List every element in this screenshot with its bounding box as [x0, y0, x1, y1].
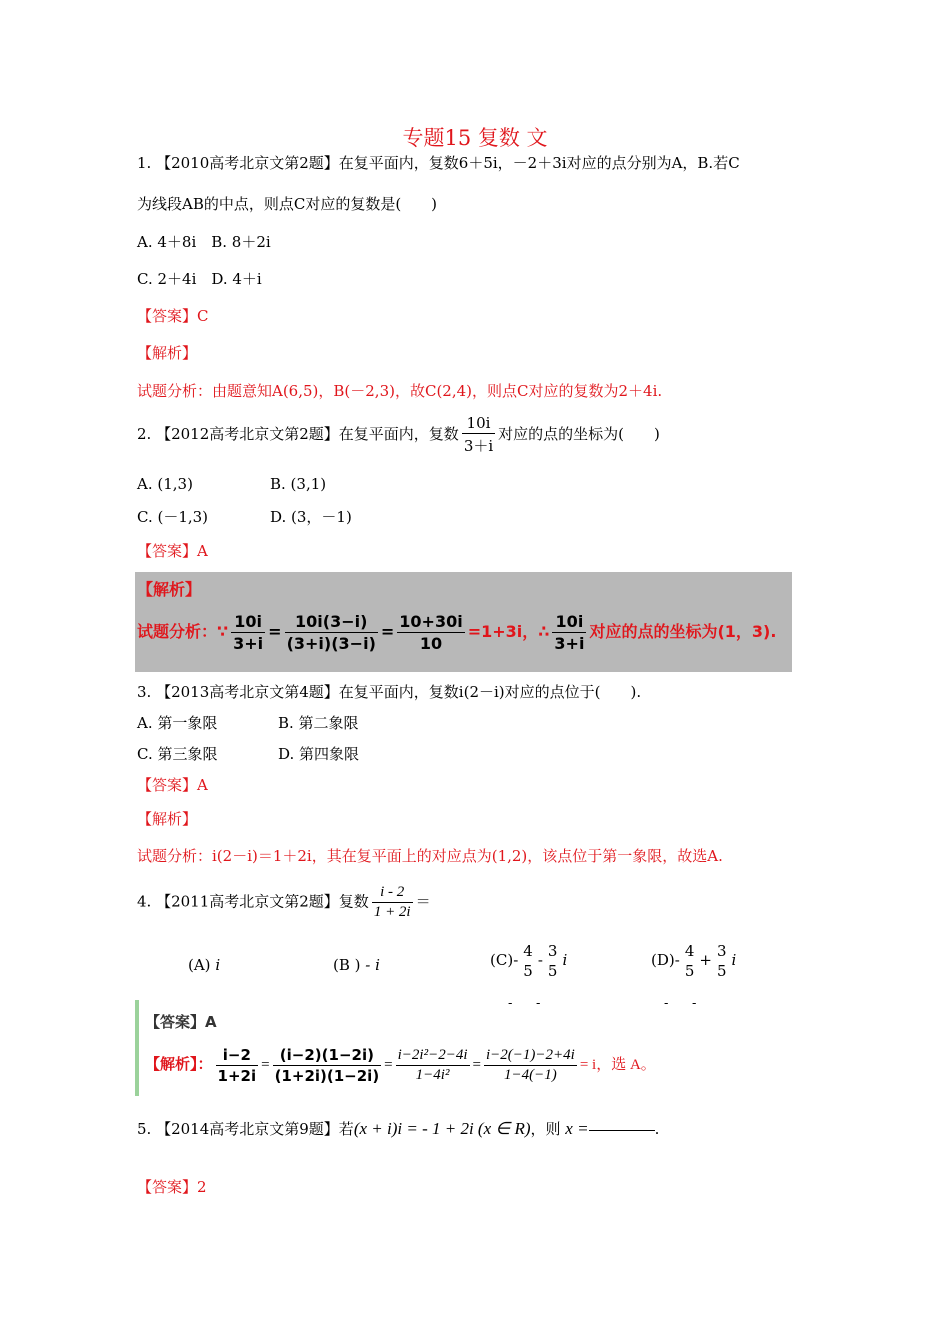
q2-stem-prefix: 2. 【2012高考北京文第2题】在复平面内，复数 — [137, 425, 459, 443]
q2-sol-frac-3-num: 10+30i — [399, 612, 463, 631]
q4-sol-frac-1 — [216, 1046, 259, 1085]
q5-stem-mid: ，则 — [530, 1120, 561, 1138]
q4-option-d-label: (D) — [651, 951, 675, 969]
q3-option-a: A. 第一象限 — [137, 714, 218, 732]
q4-option-c-label: (C) — [490, 951, 514, 969]
q4-option-a-value: i — [215, 956, 221, 974]
q4-option-c-frac-2-den: 5 — [547, 962, 558, 980]
q4-option-d-frac-2 — [715, 942, 729, 980]
q2-sol-frac-3-den: 10 — [419, 634, 443, 653]
q4-option-c-frac-2 — [546, 942, 560, 980]
q3-answer: 【答案】A — [137, 776, 208, 794]
q4-minus-mark-d1: - — [664, 996, 669, 1011]
q2-option-d: D. (3，－1) — [270, 508, 352, 526]
q4-sol-frac-4-num: i−2(−1)−2+4i — [484, 1047, 577, 1066]
q3-option-c: C. 第三象限 — [137, 745, 218, 763]
page-title: 专题15 复数 文 — [402, 126, 548, 150]
q2-option-b: B. (3,1) — [270, 475, 327, 493]
q4-sol-frac-2 — [273, 1046, 382, 1085]
q4-minus-mark-c1: - — [508, 996, 513, 1011]
q4-option-c — [490, 942, 567, 980]
q4-sol-frac-3-den: 1−4i² — [415, 1067, 450, 1083]
q4-sol-frac-1-den: 1+2i — [217, 1067, 257, 1085]
q4-fraction — [372, 884, 413, 921]
q5-equation: (x + i)i = - 1 + 2i (x ∈ R) — [353, 1119, 531, 1138]
q2-sol-frac-1-num: 10i — [231, 612, 265, 633]
q4-option-b-label: (B ) — [333, 956, 361, 974]
q4-analysis-label: 【解析】： — [145, 1054, 213, 1073]
q2-stem — [137, 414, 660, 456]
q2-sol-frac-1-den: 3+i — [233, 634, 264, 653]
q4-option-b-value: - i — [365, 956, 380, 974]
q2-sol-frac-2 — [285, 612, 378, 653]
q3-option-b: B. 第二象限 — [278, 714, 359, 732]
q1-analysis-label: 【解析】 — [137, 344, 198, 362]
q4-solution-accent-bar — [135, 1000, 139, 1096]
q4-stem — [137, 884, 431, 921]
q3-stem: 3. 【2013高考北京文第4题】在复平面内，复数i(2－i)对应的点位于( ). — [137, 683, 642, 701]
q4-option-c-frac-2-num: 3 — [547, 942, 558, 960]
q1-options-cd: C. 2＋4i D. 4＋i — [137, 270, 262, 288]
q4-frac-den: 1 + 2i — [373, 904, 411, 920]
q4-option-d-i: i — [731, 951, 737, 969]
q4-option-d — [651, 942, 736, 980]
q2-frac-num: 10i — [462, 414, 495, 434]
q2-sol-suffix: 对应的点的坐标为(1，3). — [589, 622, 777, 641]
q1-stem-line1: 1. 【2010高考北京文第2题】在复平面内，复数6＋5i，－2＋3i对应的点分别为A，B.若C — [137, 154, 740, 172]
q4-sol-frac-3-num: i−2i²−2−4i — [396, 1047, 470, 1066]
q4-option-c-minus-1: - — [513, 951, 519, 969]
q2-fraction — [462, 414, 495, 456]
q2-option-a: A. (1,3) — [137, 475, 193, 493]
q4-option-c-i: i — [562, 951, 568, 969]
q4-option-c-frac-1 — [521, 942, 535, 980]
q4-solution: 【解析】： $\frac{i-2}{1+2i}$ = $\frac{(i-2)(1-2i)}{(1+2i)(1-2i)}$ = $\frac{\text{i−2i²−2−4i}}{\text{1−4i²}}$ = $\frac{i-2(-1)-2+4i}{1-4(-1)}$ = i，选 A。 — [145, 1046, 656, 1085]
q4-sol-end: = i，选 A。 — [579, 1056, 656, 1073]
q2-sol-frac-4-den: 3+i — [554, 634, 585, 653]
q4-option-d-minus: - — [674, 951, 680, 969]
q2-solution: 试题分析：∵ $\frac{10i}{3+i}$ = $\frac{10i(3-i)}{(3+i)(3-i)}$ = $\frac{10+30i}{10}$ =1+3i，∴ $\frac{10i}{3+i}$ 对应的点的坐标为(1，3). — [137, 612, 777, 653]
q2-sol-prefix: 试题分析：∵ — [137, 622, 229, 641]
q2-sol-frac-2-num: 10i(3−i) — [285, 612, 378, 633]
q4-sol-frac-2-den: (1+2i)(1−2i) — [274, 1067, 380, 1085]
q4-minus-mark-c2: - — [536, 996, 541, 1011]
q2-sol-frac-1 — [231, 612, 265, 653]
q4-option-c-frac-1-den: 5 — [523, 962, 533, 980]
q4-option-b — [333, 956, 380, 974]
q4-sol-frac-2-num: (i−2)(1−2i) — [273, 1046, 382, 1066]
q2-sol-frac-2-den: (3+i)(3−i) — [286, 634, 376, 653]
q4-option-c-minus-2: - — [537, 951, 543, 969]
q4-option-c-frac-1-num: 4 — [523, 942, 533, 960]
q2-sol-frac-4 — [552, 612, 586, 653]
q4-sol-frac-1-num: i−2 — [216, 1046, 259, 1066]
q4-sol-frac-4-den: 1−4(−1) — [504, 1067, 557, 1083]
q1-answer: 【答案】C — [137, 307, 209, 325]
q2-option-c: C. (－1,3) — [137, 508, 209, 526]
q4-minus-mark-d2: - — [692, 996, 697, 1011]
q4-answer: 【答案】A — [145, 1013, 217, 1031]
q1-options-ab: A. 4＋8i B. 8＋2i — [137, 233, 271, 251]
q4-sol-frac-4 — [484, 1047, 577, 1084]
q3-analysis-detail: 试题分析：i(2－i)＝1＋2i，其在复平面上的对应点为(1,2)，该点位于第一象限，故选A. — [137, 847, 723, 865]
q4-option-a-label: (A) — [188, 956, 211, 974]
q4-option-d-frac-1 — [683, 942, 697, 980]
q5-answer-blank[interactable] — [589, 1130, 655, 1131]
q5-answer: 【答案】2 — [137, 1178, 207, 1196]
q1-analysis-detail: 试题分析：由题意知A(6,5)，B(－2,3)，故C(2,4)，则点C对应的复数为2＋4i. — [137, 382, 663, 400]
q5-variable: x = — [565, 1119, 589, 1138]
q4-option-d-frac-2-den: 5 — [716, 962, 727, 980]
q4-stem-prefix: 4. 【2011高考北京文第2题】复数 — [137, 892, 369, 911]
q4-equals: ＝ — [415, 892, 431, 911]
q2-answer: 【答案】A — [137, 542, 208, 560]
q2-sol-frac-3 — [397, 612, 464, 653]
q4-option-d-frac-1-den: 5 — [684, 962, 695, 980]
q4-option-a — [188, 956, 220, 974]
q2-frac-den: 3＋i — [463, 437, 494, 455]
q4-frac-num: i - 2 — [372, 884, 413, 903]
q1-stem-line2: 为线段AB的中点，则点C对应的复数是( ) — [137, 195, 438, 213]
q5-stem: 5. 【2014高考北京文第9题】若(x + i)i = - 1 + 2i (x ∈ R)，则 x = . — [137, 1119, 660, 1138]
q4-option-d-frac-2-num: 3 — [716, 942, 727, 960]
q4-option-d-plus: + — [699, 951, 712, 969]
q2-sol-frac-4-num: 10i — [552, 612, 586, 633]
q2-stem-suffix: 对应的点的坐标为( ) — [498, 425, 660, 443]
q2-analysis-label: 【解析】 — [137, 580, 202, 599]
q4-sol-frac-3 — [396, 1047, 470, 1084]
q3-option-d: D. 第四象限 — [278, 745, 360, 763]
q5-stem-prefix: 5. 【2014高考北京文第9题】若 — [137, 1120, 354, 1138]
q2-sol-mid: =1+3i，∴ — [467, 622, 550, 641]
q3-analysis-label: 【解析】 — [137, 810, 198, 828]
q4-option-d-frac-1-num: 4 — [684, 942, 695, 960]
